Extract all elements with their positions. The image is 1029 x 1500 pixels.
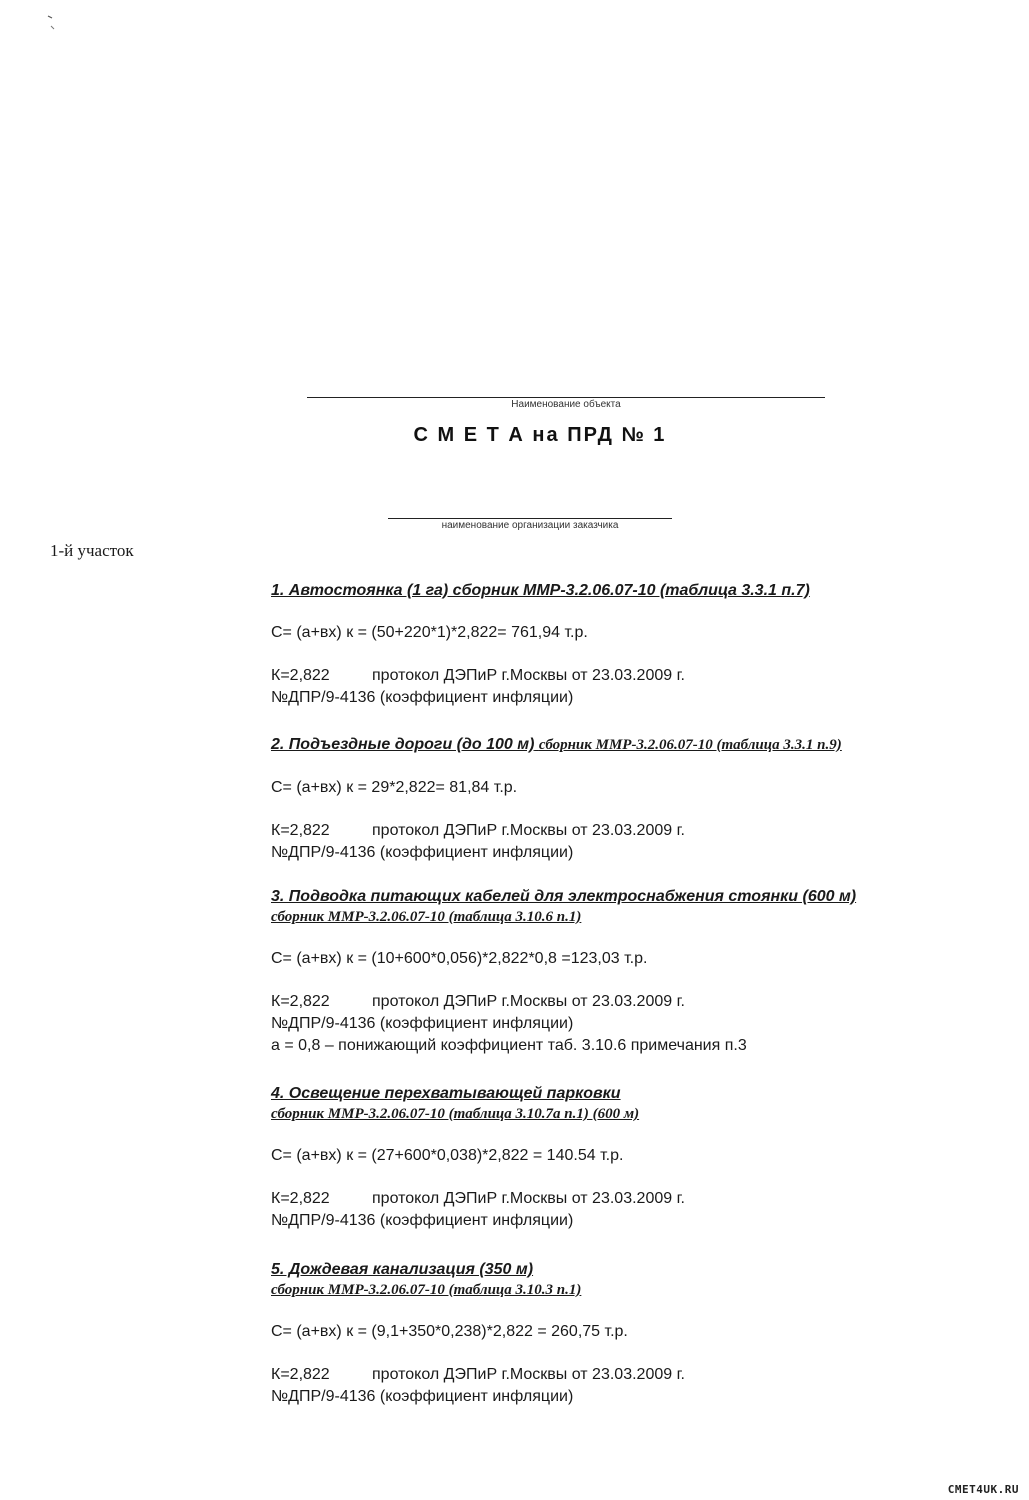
item-formula: С= (а+вх) к = (50+220*1)*2,822= 761,94 т.р. xyxy=(271,624,588,641)
coefficient-value: К=2,822 xyxy=(271,667,330,684)
object-name-caption: Наименование объекта xyxy=(511,399,621,410)
item-coefficient-note xyxy=(271,1188,991,1210)
estimate-item-5 xyxy=(271,1259,991,1408)
item-formula: С= (а+вх) к = (10+600*0,056)*2,822*0,8 =123,03 т.р. xyxy=(271,950,648,967)
customer-name-line xyxy=(388,518,672,519)
item-heading-text: 2. Подъездные дороги (до 100 м) xyxy=(271,736,535,753)
protocol-text: протокол ДЭПиР г.Москвы от 23.03.2009 г. xyxy=(372,822,685,839)
section-label: 1-й участок xyxy=(50,541,134,560)
item-reference: сборник ММР-3.2.06.07-10 (таблица 3.10.3 п.1) xyxy=(271,1282,582,1298)
item-coefficient-note xyxy=(271,991,991,1013)
inflation-text: №ДПР/9-4136 (коэффициент инфляции) xyxy=(271,1015,574,1032)
estimate-item-1 xyxy=(271,580,991,709)
item-reference: сборник ММР-3.2.06.07-10 (таблица 3.10.7а п.1) (600 м) xyxy=(271,1106,640,1122)
inflation-text: №ДПР/9-4136 (коэффициент инфляции) xyxy=(271,1212,574,1229)
inflation-text: №ДПР/9-4136 (коэффициент инфляции) xyxy=(271,689,574,706)
site-watermark: CMET4UK.RU xyxy=(947,1483,1019,1496)
customer-name-caption: наименование организации заказчика xyxy=(441,520,619,531)
item-formula: С= (а+вх) к = (27+600*0,038)*2,822 = 140.54 т.р. xyxy=(271,1147,624,1164)
item-formula: С= (а+вх) к = (9,1+350*0,238)*2,822 = 260,75 т.р. xyxy=(271,1323,628,1340)
inflation-text: №ДПР/9-4136 (коэффициент инфляции) xyxy=(271,1388,574,1405)
scan-mark-icon xyxy=(46,14,56,32)
estimate-item-4 xyxy=(271,1083,991,1232)
item-heading: 4. Освещение перехватывающей парковки xyxy=(271,1085,621,1102)
protocol-text: протокол ДЭПиР г.Москвы от 23.03.2009 г. xyxy=(372,667,685,684)
item-heading: 1. Автостоянка (1 га) сборник ММР-3.2.06.07-10 (таблица 3.3.1 п.7) xyxy=(271,582,810,599)
estimate-item-3 xyxy=(271,886,991,1057)
estimate-item-2 xyxy=(271,734,991,864)
protocol-text: протокол ДЭПиР г.Москвы от 23.03.2009 г. xyxy=(372,993,685,1010)
item-formula: С= (а+вх) к = 29*2,822= 81,84 т.р. xyxy=(271,779,518,796)
protocol-text: протокол ДЭПиР г.Москвы от 23.03.2009 г. xyxy=(372,1190,685,1207)
item-coefficient-note xyxy=(271,1364,991,1386)
object-name-line xyxy=(307,397,825,398)
item-reference: сборник ММР-3.2.06.07-10 (таблица 3.3.1 п.9) xyxy=(538,737,842,753)
item-heading: 3. Подводка питающих кабелей для электроснабжения стоянки (600 м) xyxy=(271,888,857,905)
item-reference: сборник ММР-3.2.06.07-10 (таблица 3.10.6 п.1) xyxy=(271,909,582,925)
coefficient-value: К=2,822 xyxy=(271,993,330,1010)
item-heading xyxy=(271,734,991,756)
item-heading: 5. Дождевая канализация (350 м) xyxy=(271,1261,534,1278)
reduction-coefficient-note: а = 0,8 – понижающий коэффициент таб. 3.10.6 примечания п.3 xyxy=(271,1037,747,1054)
item-coefficient-note xyxy=(271,665,991,687)
document-title: С М Е Т А на ПРД № 1 xyxy=(413,424,667,446)
inflation-text: №ДПР/9-4136 (коэффициент инфляции) xyxy=(271,844,574,861)
item-coefficient-note xyxy=(271,820,991,842)
coefficient-value: К=2,822 xyxy=(271,822,330,839)
protocol-text: протокол ДЭПиР г.Москвы от 23.03.2009 г. xyxy=(372,1366,685,1383)
coefficient-value: К=2,822 xyxy=(271,1366,330,1383)
coefficient-value: К=2,822 xyxy=(271,1190,330,1207)
